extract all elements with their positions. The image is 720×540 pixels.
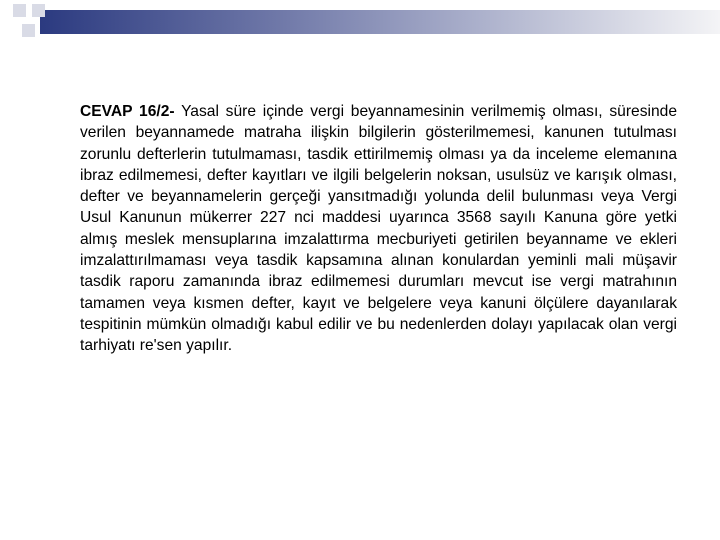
header-decoration xyxy=(0,0,720,48)
answer-label: CEVAP 16/2- xyxy=(80,103,175,120)
answer-body: Yasal süre içinde vergi beyannamesinin verilmemiş olması, süresinde verilen beyannamede matraha ilişkin bilgilerin gösterilmemesi, kanunen tutulması zorunlu defterlerin tutulmaması, tasdik ettirilmemiş olması ya da inceleme elemanına ibraz edilmemesi, defter kayıtları ve ilgili belgelerin noksan, usulsüz ve karışık olması, defter ve beyannamelerin gerçeği yansıtmadığı yolunda delil bulunması veya Vergi Usul Kanunun mükerrer 227 nci maddesi uyarınca 3568 sayılı Kanuna göre yetki almış meslek mensuplarına imzalattırma mecburiyeti getirilen beyanname ve ekleri imzalattırılmaması veya tasdik kapsamına alınan konulardan yeminli mali müşavir tasdik raporu zamanında ibraz edilmemesi durumları mevcut ise vergi matrahının tamamen veya kısmen defter, kayıt ve belgelere veya kanuni ölçülere dayanılarak tespitinin mümkün olmadığı kabul edilir ve bu nedenlerden dolayı yapılacak olan vergi tarhiyatı re'sen yapılır. xyxy=(80,103,677,355)
corner-square-bottom xyxy=(22,24,35,37)
header-gradient-bar xyxy=(40,10,720,34)
corner-square-middle xyxy=(32,4,45,17)
corner-square-top xyxy=(13,4,26,17)
answer-paragraph xyxy=(80,101,677,357)
